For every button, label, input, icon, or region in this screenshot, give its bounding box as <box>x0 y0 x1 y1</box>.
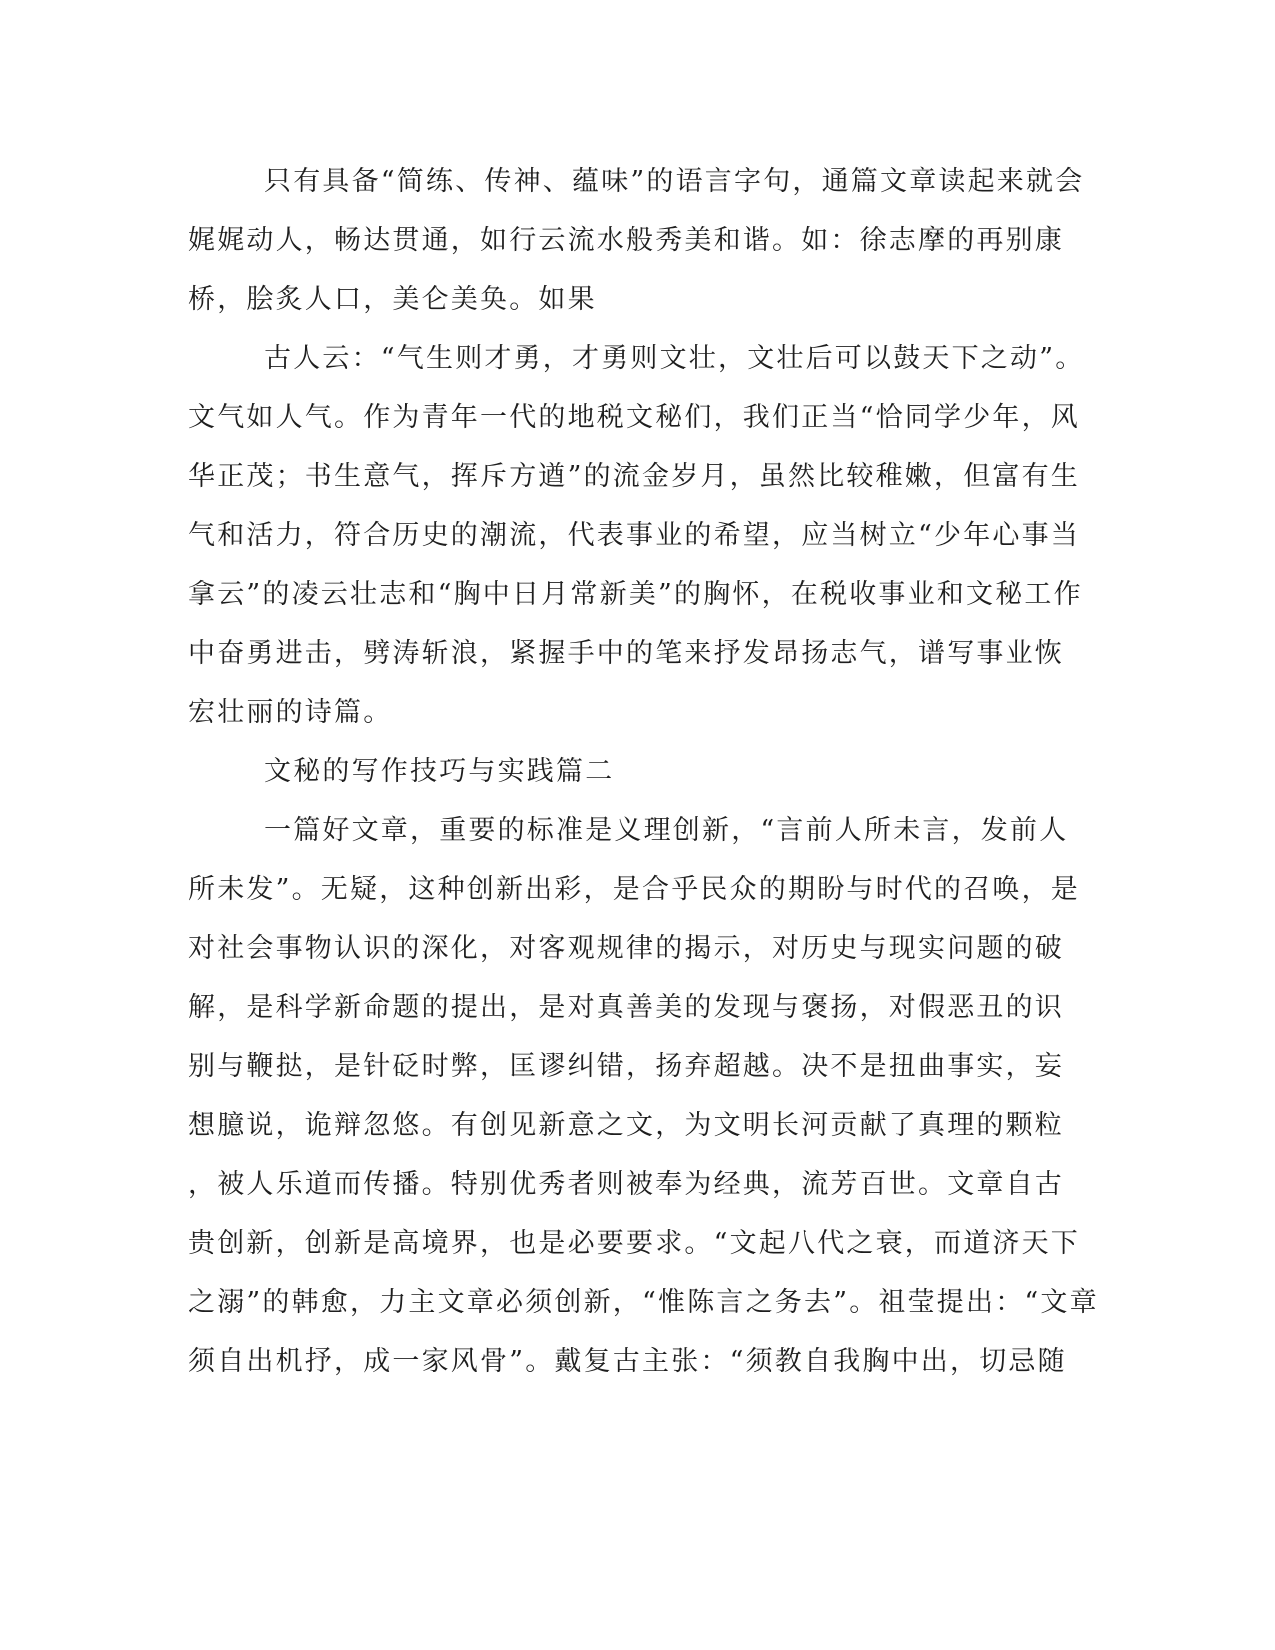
text-line: 别与鞭挞，是针砭时弊，匡谬纠错，扬弃超越。决不是扭曲事实，妄 <box>188 1051 1064 1082</box>
text-line: 古人云：“气生则才勇，才勇则文壮，文壮后可以鼓天下之动”。 <box>264 343 1085 374</box>
text-line: 所未发”。无疑，这种创新出彩，是合乎民众的期盼与时代的召唤，是 <box>188 874 1081 905</box>
section-heading: 文秘的写作技巧与实践篇二 <box>264 756 615 787</box>
text-line: 解，是科学新命题的提出，是对真善美的发现与褒扬，对假恶丑的识 <box>188 992 1064 1023</box>
text-line: 气和活力，符合历史的潮流，代表事业的希望，应当树立“少年心事当 <box>188 520 1081 551</box>
text-line: 想臆说，诡辩忽悠。有创见新意之文，为文明长河贡献了真理的颗粒 <box>188 1110 1064 1141</box>
text-line: 中奋勇进击，劈涛斩浪，紧握手中的笔来抒发昂扬志气，谱写事业恢 <box>188 638 1064 669</box>
text-line: 娓娓动人，畅达贯通，如行云流水般秀美和谐。如：徐志摩的再别康 <box>188 225 1064 256</box>
text-line: 华正茂；书生意气，挥斥方遒”的流金岁月，虽然比较稚嫩，但富有生 <box>188 461 1081 492</box>
text-line: 须自出机抒，成一家风骨”。戴复古主张：“须教自我胸中出，切忌随 <box>188 1346 1067 1377</box>
text-line: 拿云”的凌云壮志和“胸中日月常新美”的胸怀，在税收事业和文秘工作 <box>188 579 1083 610</box>
text-line: 一篇好文章，重要的标准是义理创新，“言前人所未言，发前人 <box>264 815 1069 846</box>
text-line: 之溺”的韩愈，力主文章必须创新，“惟陈言之务去”。祖莹提出：“文章 <box>188 1287 1099 1318</box>
text-line: 只有具备“简练、传神、蕴味”的语言字句，通篇文章读起来就会 <box>264 166 1085 197</box>
text-line: 桥，脍炙人口，美仑美奂。如果 <box>188 284 597 315</box>
text-line: 贵创新，创新是高境界，也是必要要求。“文起八代之衰，而道济天下 <box>188 1228 1081 1259</box>
text-line: 对社会事物认识的深化，对客观规律的揭示，对历史与现实问题的破 <box>188 933 1064 964</box>
text-line: 文气如人气。作为青年一代的地税文秘们，我们正当“恰同学少年，风 <box>188 402 1081 433</box>
text-line: 宏壮丽的诗篇。 <box>188 697 393 728</box>
text-line: ，被人乐道而传播。特别优秀者则被奉为经典，流芳百世。文章自古 <box>188 1169 1064 1200</box>
